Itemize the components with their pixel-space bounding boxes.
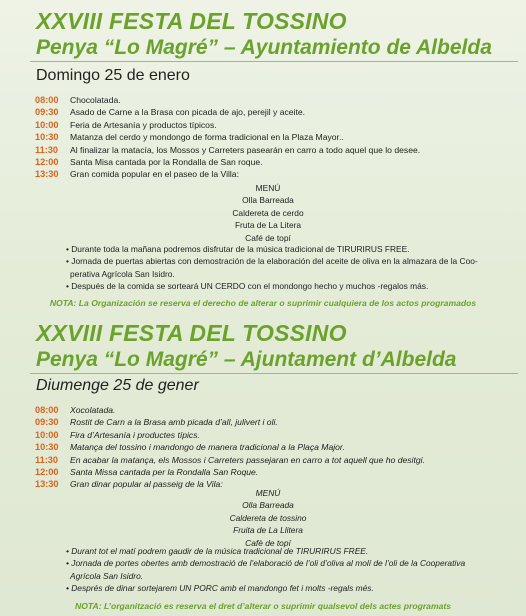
schedule-list	[0, 94, 526, 181]
bullet-list	[66, 243, 506, 293]
schedule-time: 11:30	[35, 144, 58, 155]
schedule-item	[0, 416, 526, 428]
menu-block	[0, 182, 526, 244]
schedule-item	[0, 106, 526, 118]
schedule-item	[0, 144, 526, 156]
schedule-text: Rostit de Carn a la Brasa amb picada d’all, julivert i oli.	[70, 417, 278, 428]
schedule-item	[0, 156, 526, 168]
divider	[30, 61, 518, 62]
schedule-text: Fira d’Artesanía i productes típics.	[70, 429, 200, 440]
bullet-item: • Jornada de puertas abiertas con demostración de la elaboración del aceite de oliva en la almazara de la Coo-	[66, 256, 478, 267]
event-subtitle: Penya “Lo Magré” – Ajuntament d’Albelda	[36, 348, 457, 371]
event-subtitle: Penya “Lo Magré” – Ayuntamiento de Albelda	[36, 36, 492, 59]
schedule-text: Santa Misa cantada por la Rondalla de San roque.	[70, 156, 263, 167]
menu-item: Caldereta de tossino	[229, 512, 307, 523]
schedule-text: Matanza del cerdo y mondongo de forma tradicional en la Plaza Mayor..	[70, 132, 344, 143]
schedule-time: 10:30	[35, 132, 59, 143]
bullet-item: • Después de la comida se sorteará UN CERDO con el mondongo hecho y muchos -regalos más.	[66, 281, 429, 292]
schedule-item	[0, 94, 526, 106]
schedule-item	[0, 168, 526, 180]
schedule-item	[0, 131, 526, 143]
schedule-list	[0, 404, 526, 491]
schedule-time: 10:00	[35, 119, 59, 130]
schedule-time: 08:00	[35, 95, 59, 105]
menu-item: Café de topí	[245, 232, 291, 243]
schedule-item	[0, 119, 526, 131]
schedule-time: 12:00	[35, 466, 59, 477]
schedule-time: 11:30	[35, 454, 58, 465]
menu-heading: MENÚ	[255, 183, 281, 193]
schedule-time: 08:00	[35, 405, 59, 415]
organization-note: NOTA: L’organització es reserva el dret d’alterar o suprimir qualsevol dels actes programats	[74, 601, 452, 611]
schedule-text: Asado de Carne a la Brasa con picada de ajo, perejil y aceite.	[70, 107, 306, 118]
divider	[30, 373, 518, 374]
schedule-time: 13:30	[35, 169, 59, 180]
schedule-item	[0, 404, 526, 416]
event-date: Diumenge 25 de gener	[36, 377, 199, 394]
schedule-time: 10:00	[35, 429, 59, 440]
schedule-time: 09:30	[35, 107, 59, 118]
schedule-item	[0, 441, 526, 453]
schedule-time: 10:30	[35, 442, 59, 453]
schedule-text: Gran dinar popular al passeig de la Vila:	[70, 479, 223, 490]
schedule-text: Matança del tossino i mandongo de manera tradicional a la Plaça Major.	[70, 442, 345, 453]
schedule-item	[0, 429, 526, 441]
menu-item: Caldereta de cerdo	[232, 207, 304, 218]
event-title: XXVIII FESTA DEL TOSSINO	[36, 8, 347, 34]
schedule-time: 09:30	[35, 417, 59, 428]
event-title: XXVIII FESTA DEL TOSSINO	[36, 320, 347, 346]
schedule-item	[0, 466, 526, 478]
schedule-text: Feria de Artesanía y productos típicos.	[70, 119, 217, 130]
schedule-item	[0, 454, 526, 466]
schedule-text: En acabar la matança, els Mossos i Carreters passejaran en carro a tot aquell que ho desitgi.	[70, 454, 425, 465]
bullet-item: • Després de dinar sortejarem UN PORC amb el mandongo fet i molts -regals més.	[66, 583, 374, 594]
schedule-time: 13:30	[35, 479, 59, 490]
schedule-time: 12:00	[35, 156, 59, 167]
bullet-item: • Jornada de portes obertes amb demostració de l’elaboració de l’oli d’oliva al molí de l’oli de la Cooperativa	[66, 558, 466, 569]
schedule-text: Santa Missa cantada per la Rondalla San Roque.	[70, 466, 259, 477]
menu-item: Olla Barreada	[242, 500, 294, 511]
menu-item: Olla Barreada	[242, 195, 294, 206]
schedule-text: Xocolatada.	[70, 405, 116, 415]
bullet-list	[66, 545, 506, 595]
schedule-text: Al finalizar la matacía, los Mossos y Carreters pasearán en carro a todo aquel que lo desee.	[70, 144, 421, 155]
bullet-item: • Durant tot el matí podrem gaudir de la música tradicional de TIRURIRUS FREE.	[66, 546, 369, 556]
menu-item: Fruta de La Litera	[234, 220, 302, 231]
organization-note: NOTA: La Organización se reserva el derecho de alterar o suprimir cualquiera de los actos programados	[49, 298, 477, 308]
menu-item: Cafè de topí	[245, 537, 291, 548]
bullet-item: perativa Agrícola San Isidro.	[70, 268, 175, 279]
menu-heading: MENÚ	[255, 488, 281, 498]
bullet-item: Agrícola San Isidro.	[70, 570, 144, 581]
schedule-text: Chocolatada.	[70, 95, 121, 105]
event-date: Domingo 25 de enero	[36, 67, 190, 84]
schedule-text: Gran comida popular en el paseo de la Villa:	[70, 169, 239, 180]
bullet-item: • Durante toda la mañana podremos disfrutar de la música tradicional de TIRURIRUS FREE.	[66, 244, 410, 254]
menu-block	[0, 487, 526, 549]
menu-item: Fruita de La Llitera	[233, 525, 303, 536]
